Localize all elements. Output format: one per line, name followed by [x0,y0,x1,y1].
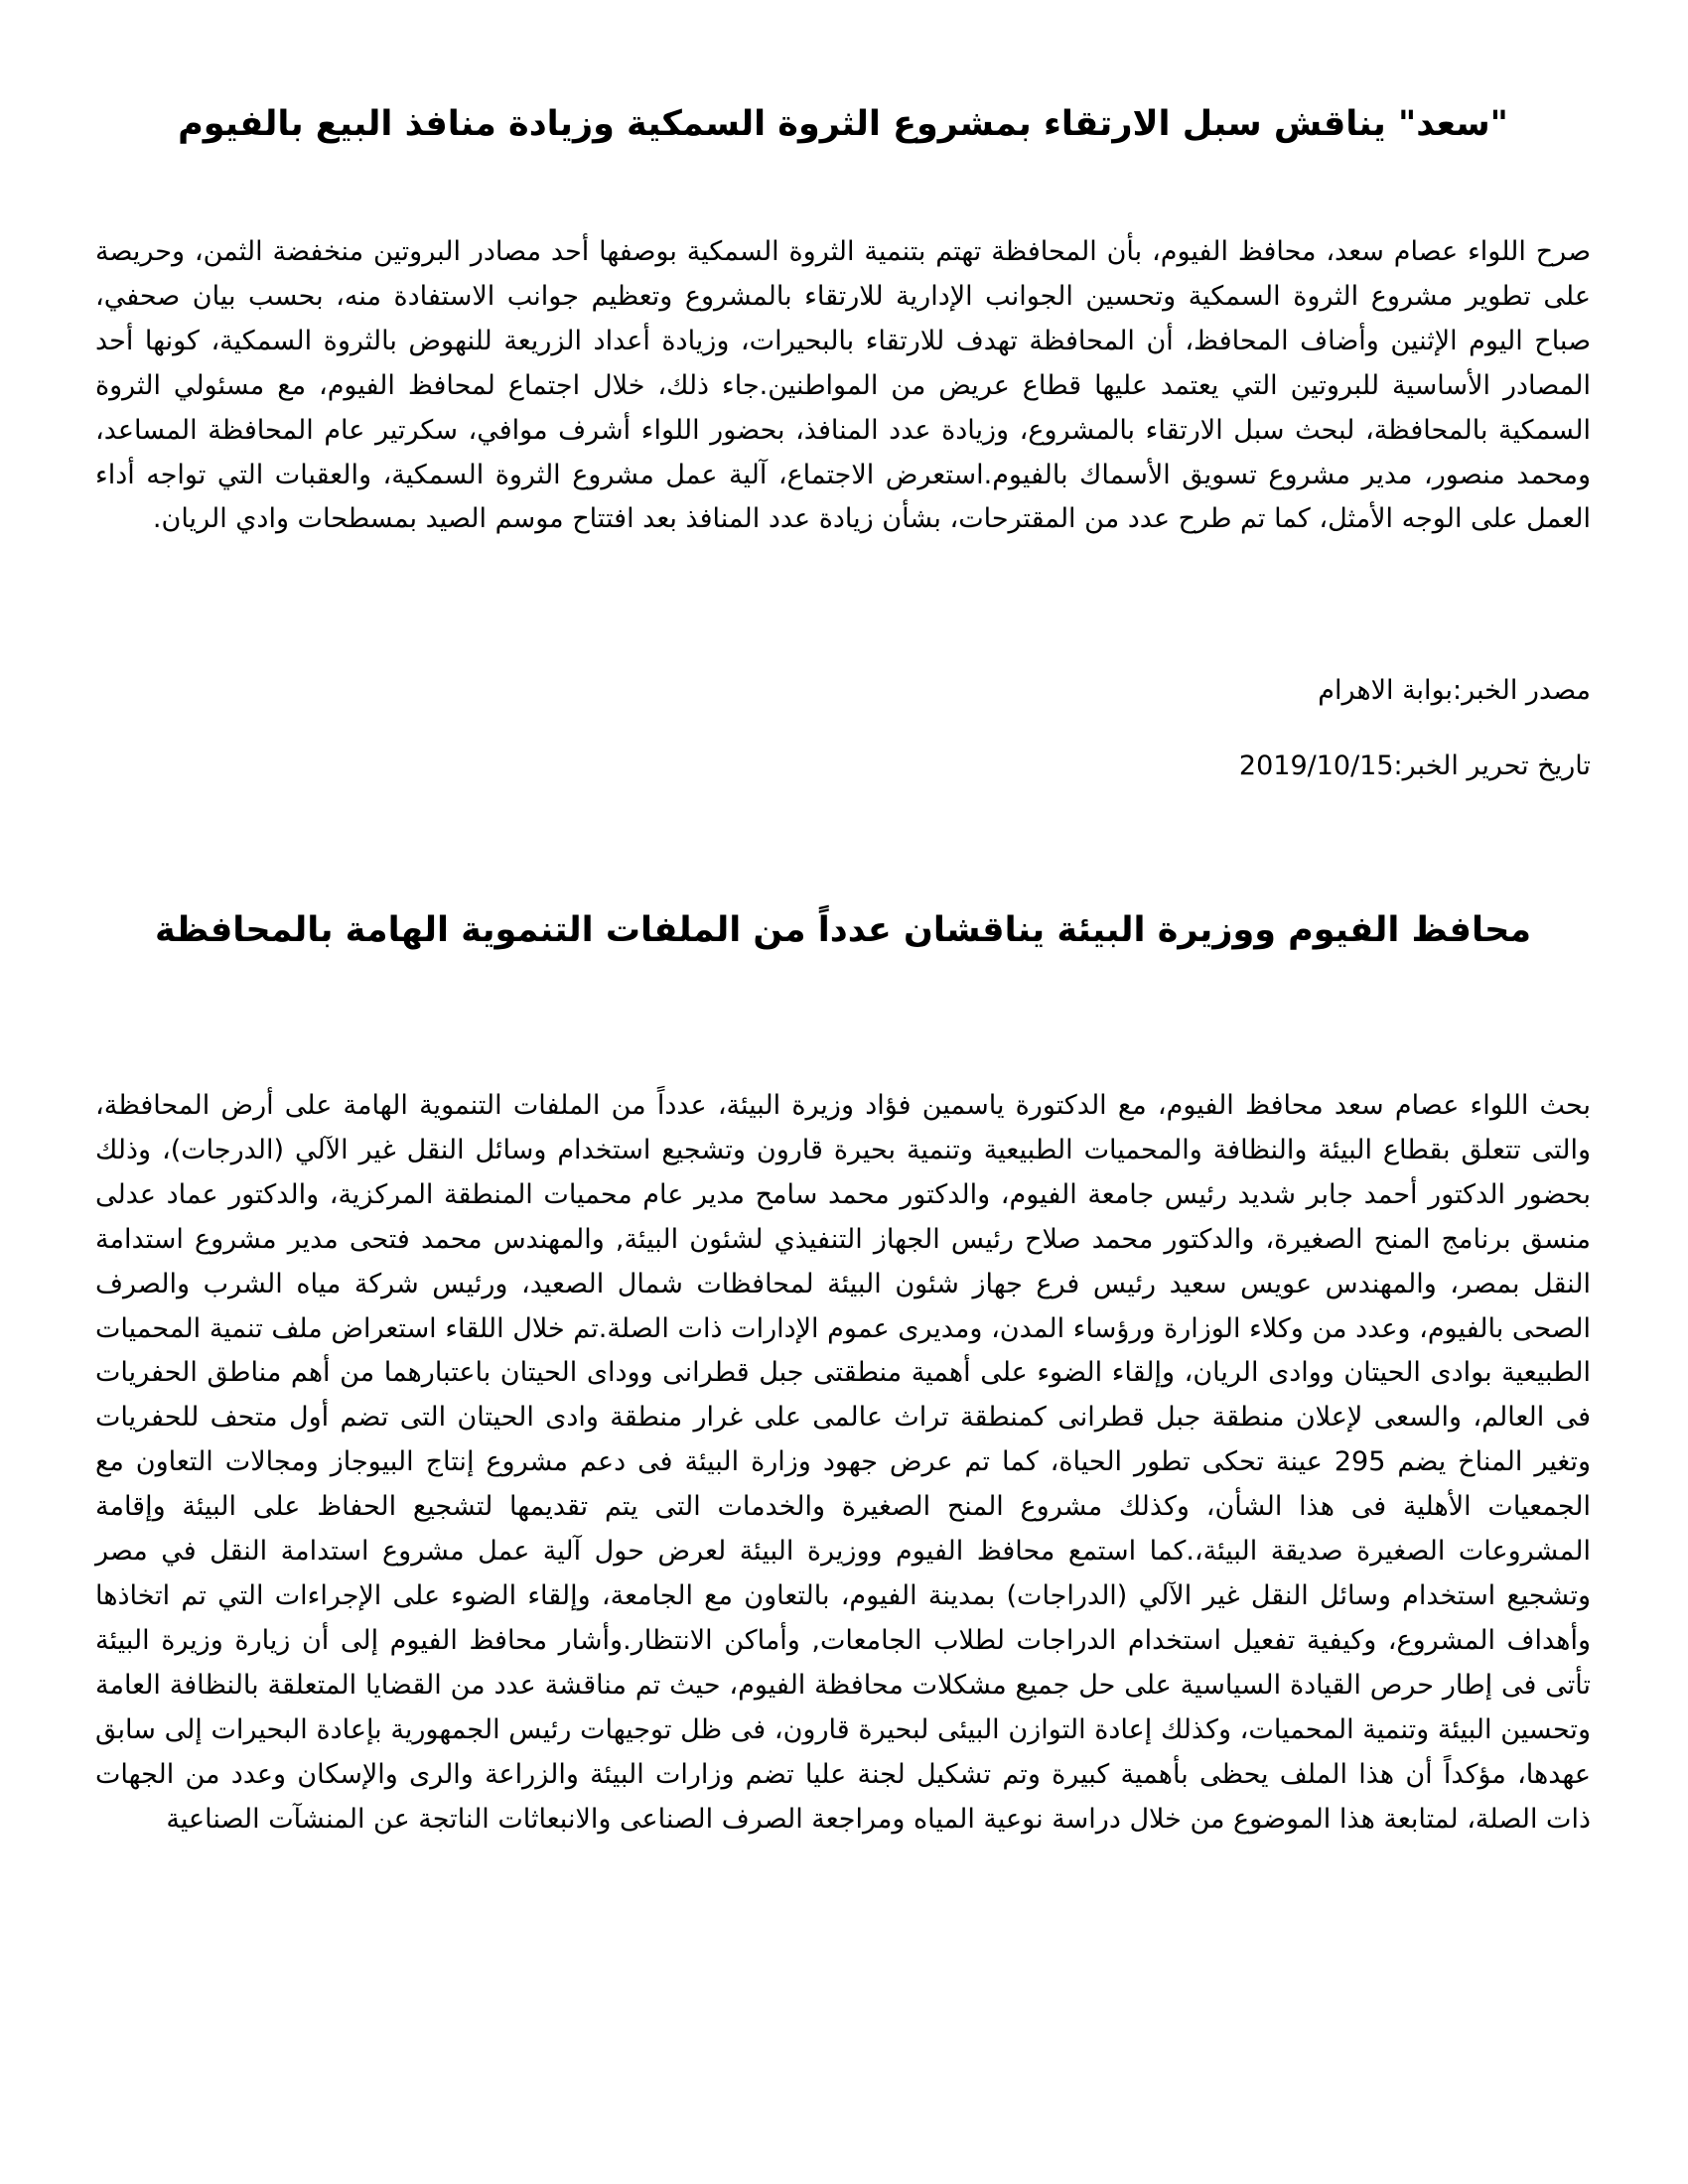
source-label: مصدر الخبر: [1453,675,1591,706]
source-value: بوابة الاهرام [1318,675,1454,706]
article-2-body: بحث اللواء عصام سعد محافظ الفيوم، مع الدكتورة ياسمين فؤاد وزيرة البيئة، عدداً من الملفات التنموية الهامة على أرض المحافظة، والتى تتعلق بقطاع البيئة والنظافة والمحميات الطبيعية وتنمية بحيرة قارون وتشجيع استخدام وسائل النقل غير الآلي (الدرجات)، وذلك بحضور الدكتور أحمد جابر شديد رئيس جامعة الفيوم، والدكتور محمد سامح مدير عام محميات المنطقة المركزية، والدكتور عماد عدلى منسق برنامج المنح الصغيرة، والدكتور محمد صلاح رئيس الجهاز التنفيذي لشئون البيئة, والمهندس محمد فتحى مدير مشروع استدامة النقل بمصر، والمهندس عويس سعيد رئيس فرع جهاز شئون البيئة لمحافظات شمال الصعيد، ورئيس شركة مياه الشرب والصرف الصحى بالفيوم، وعدد من وكلاء الوزارة ورؤساء المدن، ومديرى عموم الإدارات ذات الصلة.تم خلال اللقاء استعراض ملف تنمية المحميات الطبيعية بوادى الحيتان ووادى الريان، وإلقاء الضوء على أهمية منطقتى جبل قطرانى ووداى الحيتان باعتبارهما من أهم مناطق الحفريات فى العالم، والسعى لإعلان منطقة جبل قطرانى كمنطقة تراث عالمى على غرار منطقة وادى الحيتان التى تضم أول متحف للحفريات وتغير المناخ يضم 295 عينة تحكى تطور الحياة، كما تم عرض جهود وزارة البيئة فى دعم مشروع إنتاج البيوجاز ومجالات التعاون مع الجمعيات الأهلية فى هذا الشأن، وكذلك مشروع المنح الصغيرة والخدمات التى يتم تقديمها لتشجيع الحفاظ على البيئة وإقامة المشروعات الصغيرة صديقة البيئة،.كما استمع محافظ الفيوم ووزيرة البيئة لعرض حول آلية عمل مشروع استدامة النقل في مصر وتشجيع استخدام وسائل النقل غير الآلي (الدراجات) بمدينة الفيوم، بالتعاون مع الجامعة، وإلقاء الضوء على الإجراءات التي تم اتخاذها وأهداف المشروع، وكيفية تفعيل استخدام الدراجات لطلاب الجامعات, وأماكن الانتظار.وأشار محافظ الفيوم إلى أن زيارة وزيرة البيئة تأتى فى إطار حرص القيادة السياسية على حل جميع مشكلات محافظة الفيوم، حيث تم مناقشة عدد من القضايا المتعلقة بالنظافة العامة وتحسين البيئة وتنمية المحميات، وكذلك إعادة التوازن البيئى لبحيرة قارون، فى ظل توجيهات رئيس الجمهورية بإعادة البحيرات إلى سابق عهدها، مؤكداً أن هذا الملف يحظى بأهمية كبيرة وتم تشكيل لجنة عليا تضم وزارات البيئة والزراعة والرى والإسكان وعدد من الجهات ذات الصلة، لمتابعة هذا الموضوع من خلال دراسة نوعية المياه ومراجعة الصرف الصناعى والانبعاثات الناتجة عن المنشآت الصناعية [95,1090,1591,1835]
article-1-source-line [95,669,1591,713]
date-value: 2019/10/15 [1238,751,1394,781]
date-label: تاريخ تحرير الخبر: [1393,751,1591,781]
article-1-title: "سعد" يناقش سبل الارتقاء بمشروع الثروة السمكية وزيادة منافذ البيع بالفيوم [178,104,1508,144]
article-2-title: محافظ الفيوم ووزيرة البيئة يناقشان عدداً من الملفات التنموية الهامة بالمحافظة [155,910,1531,950]
article-1-body: صرح اللواء عصام سعد، محافظ الفيوم، بأن المحافظة تهتم بتنمية الثروة السمكية بوصفها أحد مصادر البروتين منخفضة الثمن، وحريصة على تطوير مشروع الثروة السمكية وتحسين الجوانب الإدارية للارتقاء بالمشروع وتعظيم جوانب الاستفادة منه، بحسب بيان صحفي، صباح اليوم الإثنين وأضاف المحافظ، أن المحافظة تهدف للارتقاء بالبحيرات، وزيادة أعداد الزريعة للنهوض بالثروة السمكية، كونها أحد المصادر الأساسية للبروتين التي يعتمد عليها قطاع عريض من المواطنين.جاء ذلك، خلال اجتماع لمحافظ الفيوم، مع مسئولي الثروة السمكية بالمحافظة، لبحث سبل الارتقاء بالمشروع، وزيادة عدد المنافذ، بحضور اللواء أشرف موافي، سكرتير عام المحافظة المساعد، ومحمد منصور، مدير مشروع تسويق الأسماك بالفيوم.استعرض الاجتماع، آلية عمل مشروع الثروة السمكية، والعقبات التي تواجه أداء العمل على الوجه الأمثل، كما تم طرح عدد من المقترحات، بشأن زيادة عدد المنافذ بعد افتتاح موسم الصيد بمسطحات وادي الريان. [95,236,1591,535]
article-1-date-line [95,745,1591,788]
